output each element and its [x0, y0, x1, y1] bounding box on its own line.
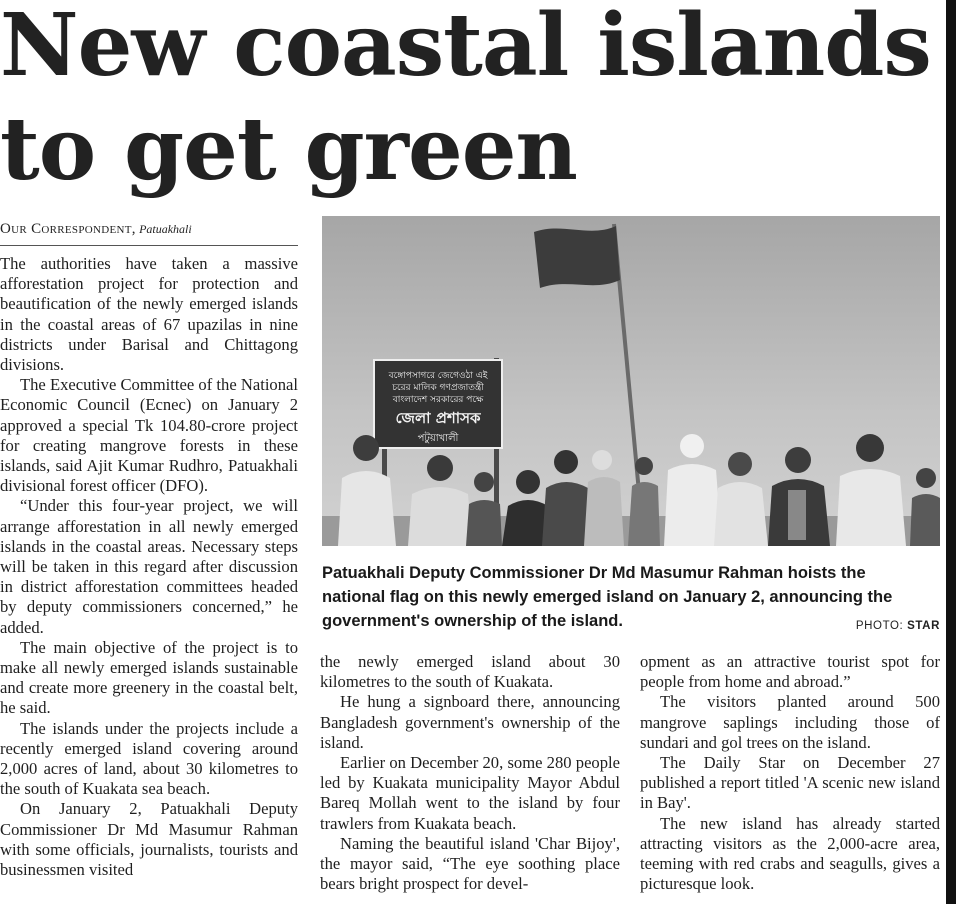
paragraph: The Daily Star on December 27 published a report titled 'A scenic new island in Bay'.: [640, 753, 940, 813]
news-photo: [322, 216, 940, 546]
article-column-1: [0, 254, 298, 880]
sign-text: চরের মালিক গণপ্রজাতন্ত্রী: [392, 383, 484, 393]
headline-line-1: New coastal islands: [0, 0, 931, 96]
photo-credit: [856, 620, 940, 632]
headline-line-2: to get green: [0, 99, 577, 200]
byline-location: Patuakhali: [139, 222, 192, 236]
paragraph: Naming the beautiful island 'Char Bijoy', the mayor said, “The eye soothing place bears bright prospect for devel-: [320, 833, 620, 894]
photo-credit-label: PHOTO:: [855, 620, 904, 632]
page-edge: [946, 0, 956, 904]
photo-caption: Patuakhali Deputy Commissioner Dr Md Masumur Rahman hoists the national flag on this newly emerged island on January 2, announcing the government's ownership of the island.: [322, 564, 893, 630]
sign-text: বঙ্গোপসাগরে জেগেওঠা এই: [388, 371, 488, 381]
flag: [534, 226, 620, 288]
paragraph: On January 2, Patuakhali Deputy Commissioner Dr Md Masumur Rahman with some officials, journalists, tourists and businessmen visited: [0, 799, 298, 880]
paragraph: The islands under the projects include a recently emerged island covering around 2,000 acres of land, about 30 kilometres to the south of Kuakata sea beach.: [0, 718, 298, 799]
paragraph: The main objective of the project is to make all newly emerged islands sustainable and create more greenery in the coastal belt, he said.: [0, 637, 298, 718]
sign-text: জেলা প্রশাসক: [395, 409, 481, 427]
flag-hoisting-photo: [322, 216, 940, 546]
headline: [0, 0, 940, 202]
paragraph: Earlier on December 20, some 280 people led by Kuakata municipality Mayor Abdul Bareq Mollah went to the island by four trawlers from Kuakata beach.: [320, 753, 620, 833]
paragraph: The visitors planted around 500 mangrove saplings including those of sundari and gol trees on the island.: [640, 692, 940, 752]
paragraph: the newly emerged island about 30 kilometres to the south of Kuakata.: [320, 652, 620, 692]
paragraph: opment as an attractive tourist spot for people from home and abroad.”: [640, 652, 940, 692]
photo-credit-source: STAR: [907, 620, 940, 632]
paragraph: The Executive Committee of the National Economic Council (Ecnec) on January 2 approved a special Tk 104.80-crore project for creating mangrove forests in these islands, said Ajit Kumar Rudhro, Patuakhali divisional forest officer (DFO).: [0, 375, 298, 496]
paragraph: “Under this four-year project, we will arrange afforestation in all newly emerged islands in the coastal areas. Necessary steps will be taken in this regard after discussion in district afforestation committees headed by deputy commissioners concerned,” he added.: [0, 496, 298, 637]
sign-text: পটুয়াখালী: [417, 433, 459, 444]
byline: [0, 221, 298, 246]
paragraph: The new island has already started attracting visitors as the 2,000-acre area, teeming with red crabs and seagulls, gives a picturesque look.: [640, 813, 940, 894]
byline-author: Our Correspondent,: [0, 221, 136, 237]
article-column-2: [320, 652, 620, 894]
paragraph: He hung a signboard there, announcing Bangladesh government's ownership of the island.: [320, 692, 620, 752]
paragraph: The authorities have taken a massive afforestation project for protection and beautification of the newly emerged islands in the coastal areas of 67 upazilas in nine districts under Barisal and Chittagong divisions.: [0, 254, 298, 375]
article-column-3: [640, 652, 940, 894]
sign-text: বাংলাদেশ সরকারের পক্ষে: [392, 395, 484, 405]
